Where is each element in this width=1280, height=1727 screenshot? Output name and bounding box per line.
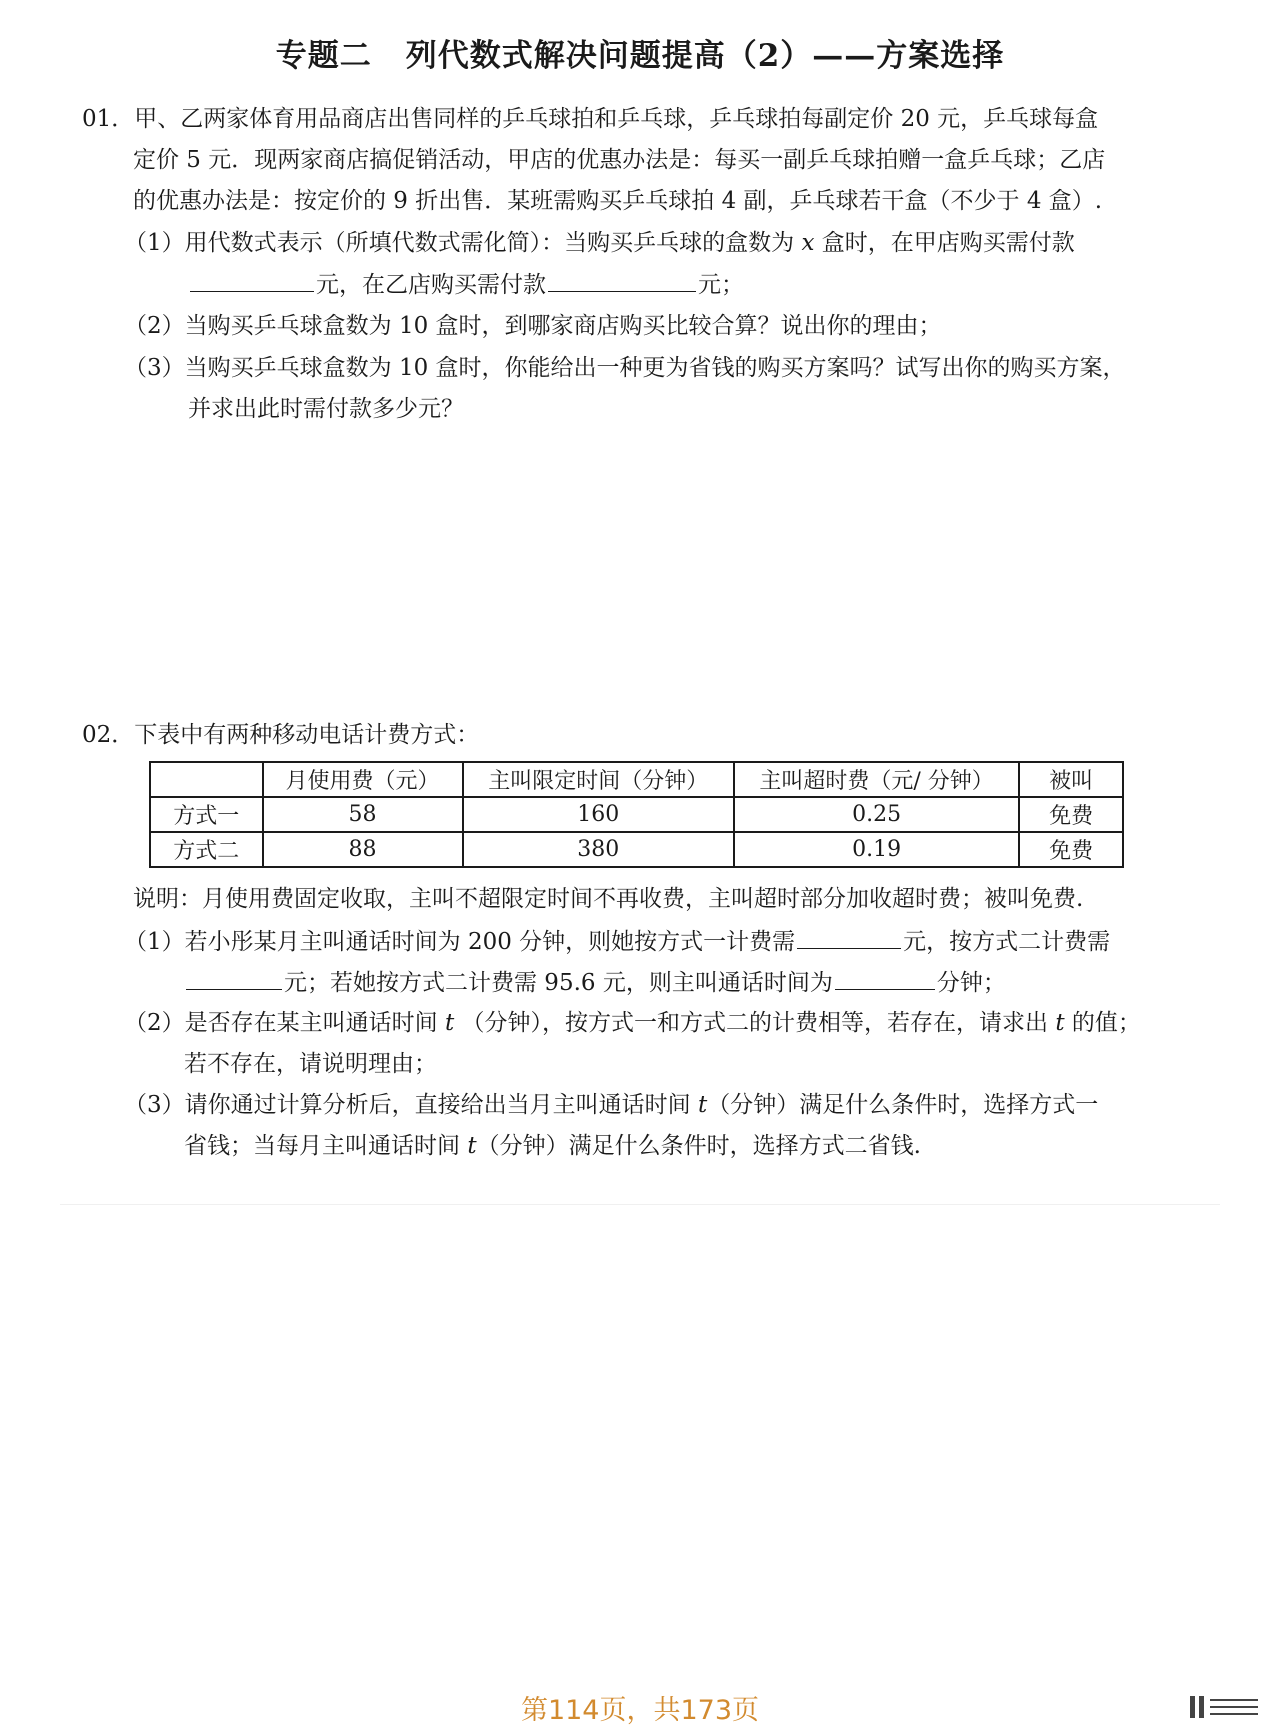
answer-blank-plan-1-fee[interactable]: [797, 926, 901, 949]
page-indicator: 第114页，共173页: [520, 1695, 760, 1726]
title-subject: 列代数式解决问题提高（2）——方案选择: [405, 38, 1005, 74]
table-header-cell: 主叫超时费（元/ 分钟）: [734, 762, 1019, 797]
answer-blank-plan-2-fee[interactable]: [186, 967, 282, 990]
answer-blank-store-a[interactable]: [190, 269, 314, 292]
billing-table: [149, 761, 1124, 868]
q2-part-1-cont: 元；若她按方式二计费需 95.6 元，则主叫通话时间为 分钟；: [184, 967, 1006, 998]
table-row: [150, 832, 1123, 867]
q2-part-1: （1）若小彤某月主叫通话时间为 200 分钟，则她按方式一计费需 元，按方式二计费需: [124, 926, 1110, 957]
q1-line-2: 定价 5 元．现两家商店搞促销活动，甲店的优惠办法是：每买一副乒乓球拍赠一盒乒乓球；乙店: [133, 147, 1106, 173]
q1-line-3: 的优惠办法是：按定价的 9 折出售．某班需购买乒乓球拍 4 副，乒乓球若干盒（不少于 4 盒）.: [133, 188, 1103, 214]
page-title: [0, 30, 1280, 75]
q1-part-1: （1）用代数式表示（所填代数式需化简）：当购买乒乓球的盒数为 x 盒时，在甲店购买需付款: [124, 230, 1075, 256]
table-cell: 免费: [1019, 797, 1123, 832]
q2-number: 02．: [82, 722, 135, 748]
q2-part-3-cont: 省钱；当每月主叫通话时间 t（分钟）满足什么条件时，选择方式二省钱.: [184, 1133, 921, 1159]
q2-part-2-cont: 若不存在，请说明理由；: [184, 1051, 437, 1077]
q1-part-3-cont: 并求出此时需付款多少元？: [188, 396, 464, 422]
table-header-row: [150, 762, 1123, 797]
table-cell: 380: [463, 832, 734, 867]
q1-line-1: 01．甲、乙两家体育用品商店出售同样的乒乓球拍和乒乓球，乒乓球拍每副定价 20 元，乒乓球每盒: [82, 106, 1099, 132]
q2-part-2: （2）是否存在某主叫通话时间 t （分钟），按方式一和方式二的计费相等，若存在，请求出 t 的值；: [124, 1010, 1141, 1036]
table-row: [150, 797, 1123, 832]
table-cell: 88: [263, 832, 463, 867]
table-cell: 160: [463, 797, 734, 832]
table-cell: 0.25: [734, 797, 1019, 832]
q1-number: 01．: [82, 106, 135, 132]
divider: [60, 1204, 1220, 1205]
q1-part-3: （3）当购买乒乓球盒数为 10 盒时，你能给出一种更为省钱的购买方案吗？试写出你的购买方案，: [124, 355, 1126, 381]
table-cell: 免费: [1019, 832, 1123, 867]
table-header-cell: 月使用费（元）: [263, 762, 463, 797]
answer-blank-call-time[interactable]: [835, 967, 935, 990]
q1-part-1-blanks: 元，在乙店购买需付款 元；: [188, 269, 744, 300]
table-cell: 58: [263, 797, 463, 832]
table-header-cell: 被叫: [1019, 762, 1123, 797]
q2-part-3: （3）请你通过计算分析后，直接给出当月主叫通话时间 t（分钟）满足什么条件时，选择方式一: [124, 1092, 1099, 1118]
table-header-cell: 主叫限定时间（分钟）: [463, 762, 734, 797]
q2-note: 说明：月使用费固定收取，主叫不超限定时间不再收费，主叫超时部分加收超时费；被叫免费.: [133, 886, 1084, 912]
home-indicator-icon[interactable]: [1190, 1696, 1260, 1718]
table-cell: 0.19: [734, 832, 1019, 867]
table-header-cell: [150, 762, 263, 797]
table-cell: 方式一: [150, 797, 263, 832]
q2-intro: 02．下表中有两种移动电话计费方式：: [82, 722, 480, 748]
table-cell: 方式二: [150, 832, 263, 867]
title-topic: 专题二: [275, 38, 372, 74]
q1-part-2: （2）当购买乒乓球盒数为 10 盒时，到哪家商店购买比较合算？说出你的理由；: [124, 313, 942, 339]
answer-blank-store-b[interactable]: [548, 269, 696, 292]
